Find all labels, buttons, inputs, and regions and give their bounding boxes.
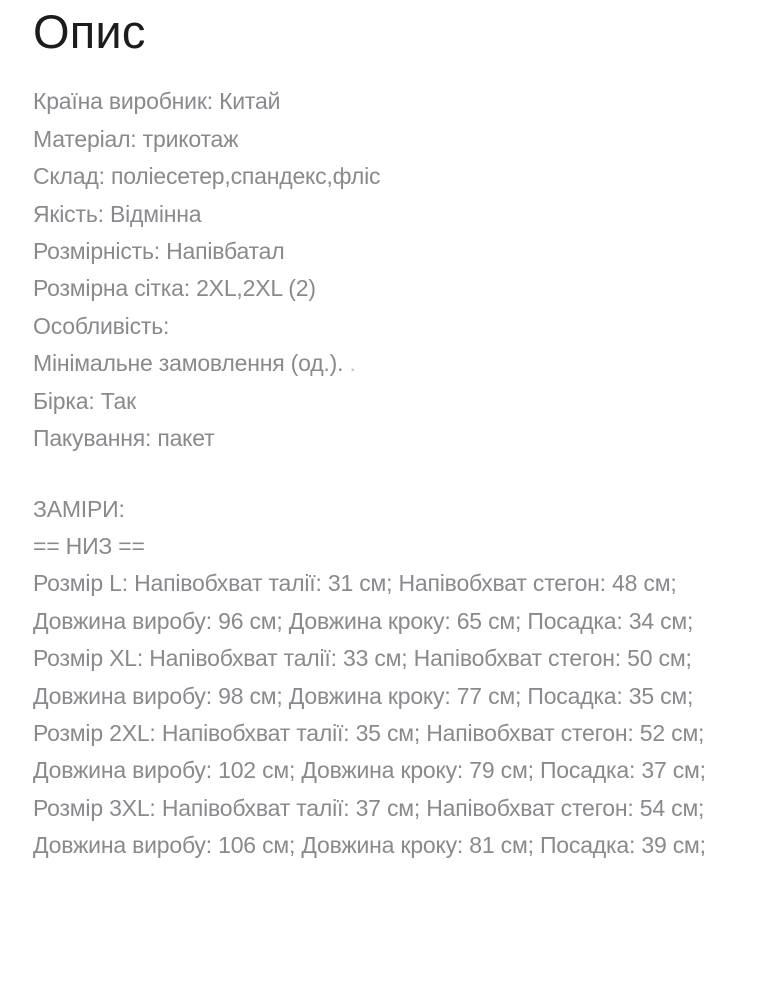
spec-line-size-type: Розмірність: Напівбатал: [33, 238, 285, 265]
spec-list: [33, 83, 743, 457]
spec-line-country: Країна виробник: Китай: [33, 88, 281, 115]
spec-line-tag: Бірка: Так: [33, 387, 137, 414]
measurements-heading: ЗАМІРИ:: [33, 495, 125, 522]
measurement-size-2xl: Розмір 2XL: Напівобхват талії: 35 см; Напівобхват стегон: 52 см; Довжина виробу: 102 см; Довжина кроку: 79 см; Посадка: 37 см;: [33, 719, 706, 784]
measurement-size-3xl: Розмір 3XL: Напівобхват талії: 37 см; Напівобхват стегон: 54 см; Довжина виробу: 106 см; Довжина кроку: 81 см; Посадка: 39 см;: [33, 794, 706, 859]
spec-line-min-order-faint-dot: .: [343, 350, 356, 377]
spec-line-quality: Якість: Відмінна: [33, 200, 202, 227]
spec-line-size-grid: Розмірна сітка: 2XL,2XL (2): [33, 275, 316, 302]
measurement-size-xl: Розмір XL: Напівобхват талії: 33 см; Напівобхват стегон: 50 см; Довжина виробу: 98 см; Довжина кроку: 77 см; Посадка: 35 см;: [33, 645, 694, 709]
spec-line-composition: Склад: поліесетер,спандекс,фліс: [33, 163, 381, 190]
spec-line-min-order: [33, 345, 743, 382]
spec-line-feature: Особливість:: [33, 312, 170, 339]
measurements-section: [33, 491, 743, 865]
measurement-size-l: Розмір L: Напівобхват талії: 31 см; Напівобхват стегон: 48 см; Довжина виробу: 96 см; Довжина кроку: 65 см; Посадка: 34 см;: [33, 570, 694, 634]
spec-line-packaging: Пакування: пакет: [33, 425, 215, 452]
page-title: Опис: [33, 5, 146, 58]
spec-line-min-order-text: Мінімальне замовлення (од.).: [33, 350, 344, 377]
measurements-section-label: == НИЗ ==: [33, 532, 145, 559]
spec-line-material: Матеріал: трикотаж: [33, 125, 239, 152]
